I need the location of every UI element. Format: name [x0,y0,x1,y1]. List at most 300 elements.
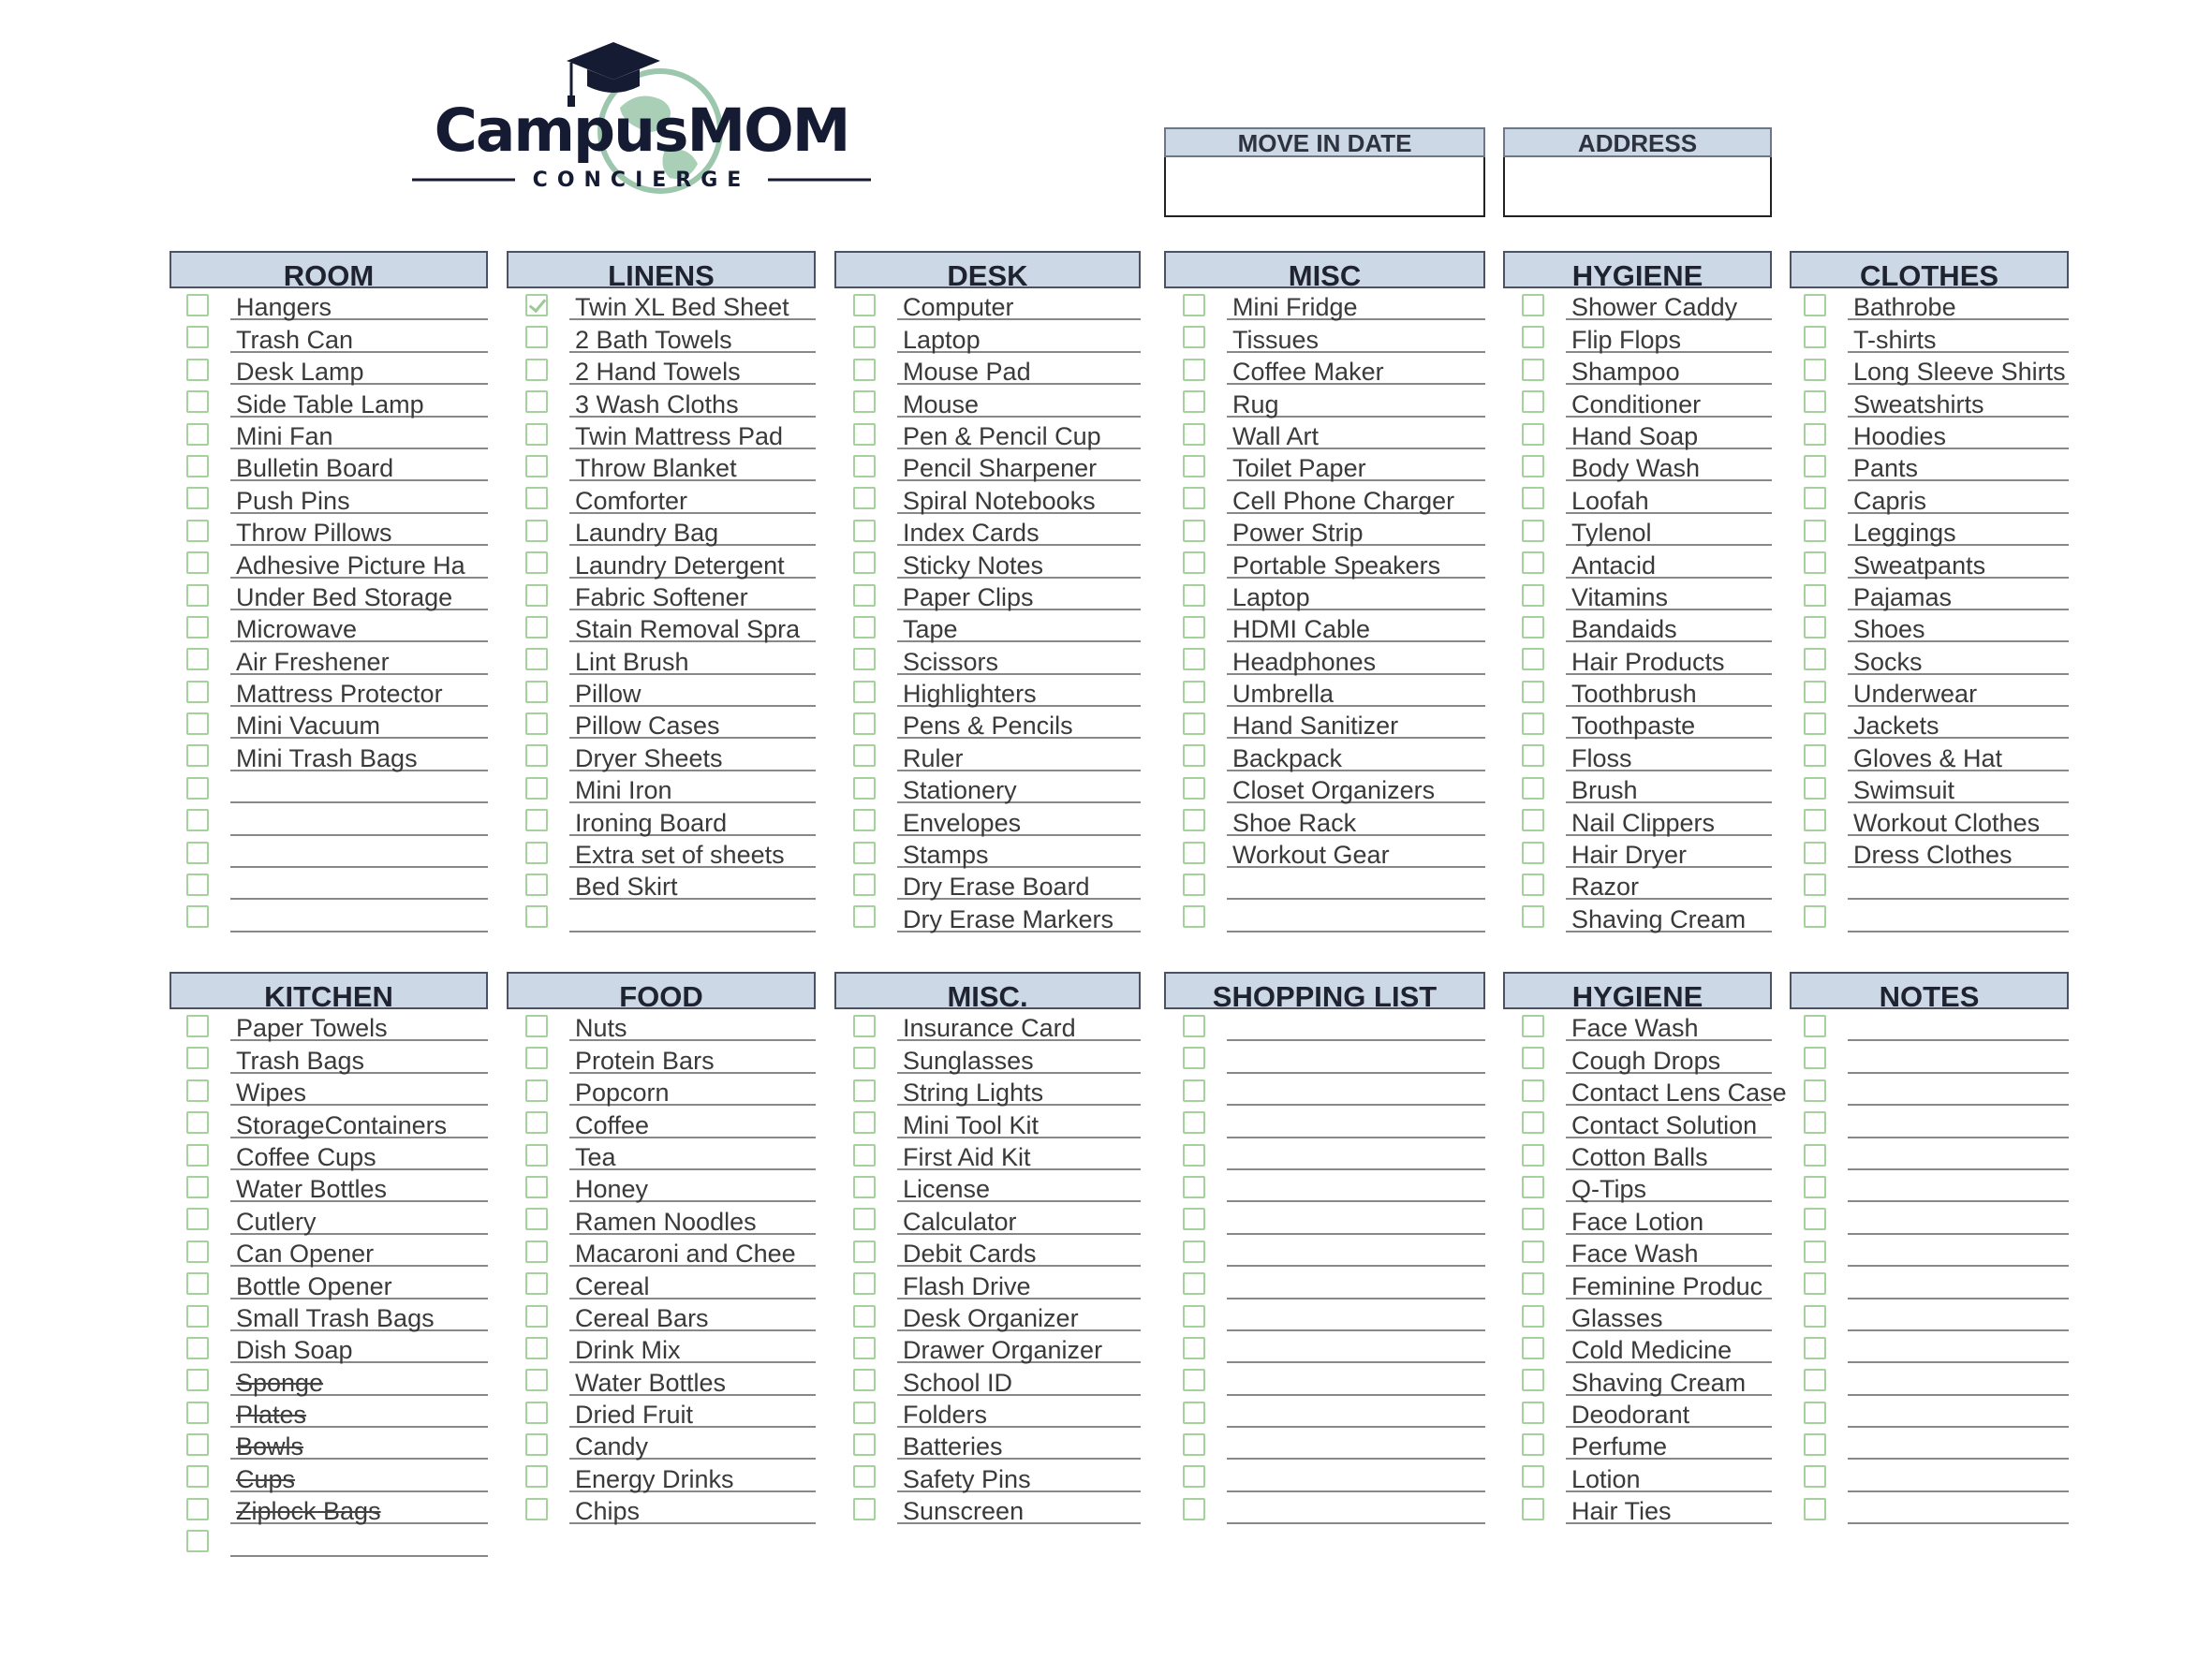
checkbox[interactable] [1183,842,1205,864]
item-label[interactable] [1848,1365,2069,1396]
checkbox[interactable] [525,455,548,477]
checkbox[interactable] [1804,905,1826,928]
item-label: Water Bottles [569,1365,816,1396]
checkbox[interactable] [1183,1305,1205,1328]
checkbox[interactable] [1522,487,1544,509]
checkbox[interactable] [1183,1369,1205,1391]
checkbox[interactable] [853,616,876,639]
item-label: Mini Iron [569,772,816,803]
checkbox[interactable] [1522,1144,1544,1167]
checkbox[interactable] [186,455,209,477]
checkbox[interactable] [1522,584,1544,607]
checkbox[interactable] [1183,390,1205,413]
checkbox[interactable] [853,359,876,381]
list-item [170,1106,488,1138]
item-label[interactable] [230,869,488,900]
checkbox[interactable] [853,390,876,413]
checkbox[interactable] [853,455,876,477]
checkbox[interactable] [1804,551,1826,574]
item-label[interactable] [1227,869,1485,900]
item-label: Bathrobe [1848,289,2069,320]
checkbox[interactable] [525,1176,548,1198]
checkbox[interactable] [525,1369,548,1391]
checkbox[interactable] [1183,712,1205,735]
checkbox[interactable] [1522,1176,1544,1198]
checkbox[interactable] [1183,1015,1205,1037]
checkbox[interactable] [1183,423,1205,446]
list-item [1790,1138,2069,1170]
item-label[interactable] [1848,1269,2069,1299]
checkbox[interactable] [1804,1369,1826,1391]
checkbox[interactable] [186,616,209,639]
checkbox[interactable] [853,584,876,607]
checkbox[interactable] [1522,551,1544,574]
item-label[interactable] [230,1526,488,1557]
checkbox[interactable] [1804,1498,1826,1520]
checkbox[interactable] [186,1337,209,1359]
item-label: Adhesive Picture Ha [230,548,488,579]
checkbox[interactable] [1804,520,1826,542]
checkbox[interactable] [853,551,876,574]
item-label[interactable] [1848,1332,2069,1363]
checkbox[interactable] [186,487,209,509]
checkbox[interactable] [1522,1272,1544,1295]
checkbox[interactable] [525,616,548,639]
item-label[interactable] [1848,1236,2069,1267]
list-item [834,320,1141,352]
checkbox[interactable] [1522,874,1544,896]
checkbox[interactable] [1183,1047,1205,1069]
checkbox[interactable] [1183,1144,1205,1167]
checkbox[interactable] [853,648,876,670]
checkbox[interactable] [1804,455,1826,477]
checkbox[interactable] [186,1305,209,1328]
checkbox[interactable] [525,1272,548,1295]
list-item [1164,900,1485,932]
checkbox[interactable] [186,712,209,735]
list-item [1503,288,1772,320]
checkbox[interactable] [1522,1369,1544,1391]
item-label[interactable] [1848,1300,2069,1331]
checkbox[interactable] [1804,1337,1826,1359]
item-label: Bed Skirt [569,869,816,900]
item-label[interactable] [1227,1429,1485,1460]
list-item [1503,771,1772,803]
item-label[interactable] [1227,902,1485,932]
checkbox[interactable] [186,1079,209,1102]
checkbox[interactable] [1183,648,1205,670]
checkbox[interactable] [186,423,209,446]
checkbox[interactable] [1183,584,1205,607]
checkbox[interactable] [1183,1079,1205,1102]
checkbox[interactable] [1522,1241,1544,1263]
checkbox[interactable] [853,842,876,864]
checkbox[interactable] [853,423,876,446]
checkbox[interactable] [1804,681,1826,703]
item-label: Laundry Bag [569,515,816,546]
item-label[interactable] [1227,1269,1485,1299]
checkbox[interactable] [853,681,876,703]
checkbox[interactable] [1183,326,1205,348]
checkbox[interactable] [186,744,209,767]
checkbox[interactable] [525,1208,548,1230]
checkbox[interactable] [853,777,876,800]
list-item [1790,1009,2069,1041]
checkbox[interactable] [1522,777,1544,800]
checkbox[interactable] [853,874,876,896]
checkbox[interactable] [186,584,209,607]
checkbox[interactable] [525,1015,548,1037]
checkbox[interactable] [1183,1465,1205,1488]
checkbox[interactable] [853,487,876,509]
checkbox[interactable] [186,1176,209,1198]
checkbox[interactable] [186,1144,209,1167]
checkbox[interactable] [1522,359,1544,381]
checkbox[interactable] [853,520,876,542]
checkbox[interactable] [1804,584,1826,607]
checkbox[interactable] [1183,744,1205,767]
checkbox[interactable] [853,326,876,348]
checkbox[interactable] [525,1433,548,1456]
item-label[interactable] [1227,1171,1485,1202]
checkbox[interactable] [525,487,548,509]
checkbox[interactable] [1522,809,1544,831]
checkbox[interactable] [1183,905,1205,928]
checkbox[interactable] [1183,1176,1205,1198]
checkbox[interactable] [1804,423,1826,446]
checkbox[interactable] [186,390,209,413]
checkbox[interactable] [1804,1079,1826,1102]
item-label[interactable] [1848,1108,2069,1138]
list-item [1790,385,2069,417]
checkbox[interactable] [525,842,548,864]
checkbox[interactable] [186,1208,209,1230]
checkbox[interactable] [853,809,876,831]
checkbox[interactable] [525,423,548,446]
checkbox[interactable] [1522,905,1544,928]
checkbox[interactable] [525,905,548,928]
item-label[interactable] [1848,1204,2069,1235]
checkbox[interactable] [853,744,876,767]
checkbox[interactable] [1183,1241,1205,1263]
list-item [1164,642,1485,674]
item-label[interactable] [230,902,488,932]
checkbox[interactable] [1183,874,1205,896]
checkbox[interactable] [186,1465,209,1488]
checkbox[interactable] [1183,359,1205,381]
checkbox[interactable] [1804,712,1826,735]
checkbox[interactable] [853,1369,876,1391]
checkbox[interactable] [853,1144,876,1167]
checkbox[interactable] [1183,1111,1205,1134]
item-label[interactable] [1227,1204,1485,1235]
checkbox[interactable] [186,809,209,831]
checkbox[interactable] [525,520,548,542]
item-label: Lint Brush [569,644,816,675]
checkbox[interactable] [1183,809,1205,831]
item-label[interactable] [1848,902,2069,932]
checkbox[interactable] [186,1047,209,1069]
list-item [1164,288,1485,320]
checkbox[interactable] [1522,648,1544,670]
checkbox[interactable] [186,1530,209,1552]
checkbox[interactable] [1522,712,1544,735]
checkbox[interactable] [1804,294,1826,316]
checkbox[interactable] [186,294,209,316]
item-label: Extra set of sheets [569,837,816,868]
checkbox[interactable] [186,1369,209,1391]
item-label[interactable] [1227,1493,1485,1524]
checkbox[interactable] [186,874,209,896]
item-label[interactable] [1227,1461,1485,1492]
checkbox[interactable] [525,1305,548,1328]
item-label[interactable] [1848,1075,2069,1106]
checkbox[interactable] [1804,1272,1826,1295]
checkbox[interactable] [1522,1433,1544,1456]
checkbox[interactable] [186,777,209,800]
checkbox[interactable] [186,681,209,703]
list-item [1790,1396,2069,1428]
list-item [507,900,816,932]
checkbox[interactable] [853,1337,876,1359]
list-item [507,1460,816,1491]
checkbox[interactable] [1804,744,1826,767]
checkbox[interactable] [1183,1402,1205,1424]
checkbox[interactable] [1522,1305,1544,1328]
checkbox[interactable] [525,1465,548,1488]
item-label[interactable] [1227,1010,1485,1041]
address-field[interactable] [1503,157,1772,217]
checkbox[interactable] [525,874,548,896]
checkbox[interactable] [186,905,209,928]
checkbox[interactable] [1522,1015,1544,1037]
checkbox[interactable] [1804,1465,1826,1488]
checkbox[interactable] [1522,326,1544,348]
item-label[interactable] [1848,869,2069,900]
item-label[interactable] [230,837,488,868]
checkbox[interactable] [853,1241,876,1263]
item-label: Chips [569,1493,816,1524]
checkbox[interactable] [1183,520,1205,542]
checkbox[interactable] [1522,294,1544,316]
checkbox[interactable] [1804,390,1826,413]
checkbox[interactable] [1522,681,1544,703]
list-item [834,1074,1141,1106]
item-label[interactable] [1227,1075,1485,1106]
checkbox[interactable] [1522,616,1544,639]
item-label[interactable] [1227,1139,1485,1170]
checkbox[interactable] [1804,359,1826,381]
list-item [170,449,488,481]
item-label[interactable] [1227,1043,1485,1074]
checkbox[interactable] [853,1433,876,1456]
checkbox[interactable] [525,809,548,831]
checkbox[interactable] [853,1079,876,1102]
item-label: Headphones [1227,644,1485,675]
checkbox[interactable] [525,1498,548,1520]
checkbox[interactable] [525,681,548,703]
item-label[interactable] [569,902,816,932]
checkbox[interactable] [1183,616,1205,639]
checkbox[interactable] [1183,1208,1205,1230]
checkbox[interactable] [186,359,209,381]
checkbox[interactable] [853,1402,876,1424]
item-label[interactable] [1848,1493,2069,1524]
checkbox[interactable] [186,1498,209,1520]
item-label[interactable] [1848,1429,2069,1460]
checkbox[interactable] [1183,681,1205,703]
checkbox[interactable] [1804,1111,1826,1134]
checkbox[interactable] [1522,1402,1544,1424]
checkbox[interactable] [853,1498,876,1520]
checkbox[interactable] [186,842,209,864]
checkbox[interactable] [525,777,548,800]
checkbox[interactable] [186,648,209,670]
checkbox[interactable] [525,1111,548,1134]
checkbox[interactable] [853,1305,876,1328]
item-label[interactable] [1848,1397,2069,1428]
checkbox[interactable] [1804,487,1826,509]
checkbox[interactable] [1804,874,1826,896]
checkbox[interactable] [853,905,876,928]
list-item [1790,610,2069,642]
checkbox[interactable] [1522,1337,1544,1359]
checkbox[interactable] [186,1111,209,1134]
checkbox[interactable] [1522,1498,1544,1520]
item-label[interactable] [1227,1365,1485,1396]
item-label: Folders [897,1397,1141,1428]
checkbox[interactable] [853,1015,876,1037]
item-label[interactable] [1227,1108,1485,1138]
checkbox[interactable] [1804,326,1826,348]
checkbox[interactable] [1804,1305,1826,1328]
checkbox[interactable] [1804,1433,1826,1456]
checkbox[interactable] [1804,1047,1826,1069]
checkbox[interactable] [525,359,548,381]
checkbox[interactable] [525,390,548,413]
item-label[interactable] [1227,1300,1485,1331]
checkbox[interactable] [1522,842,1544,864]
item-label: Sunglasses [897,1043,1141,1074]
checkbox[interactable] [1522,455,1544,477]
checkbox[interactable] [853,1272,876,1295]
checkbox[interactable] [1804,842,1826,864]
item-label[interactable] [230,772,488,803]
checkbox[interactable] [853,1176,876,1198]
checkbox[interactable] [186,1241,209,1263]
list-item [507,546,816,578]
checkbox[interactable] [186,1402,209,1424]
checkbox[interactable] [1804,1402,1826,1424]
checkbox[interactable] [525,744,548,767]
checkbox[interactable] [1522,1079,1544,1102]
checkbox[interactable] [186,326,209,348]
checkbox[interactable] [525,551,548,574]
checkbox[interactable] [1804,648,1826,670]
checkbox[interactable] [1804,1241,1826,1263]
section-notes [1790,972,2069,1524]
checkbox[interactable] [525,712,548,735]
item-label: Sunscreen [897,1493,1141,1524]
item-label[interactable] [230,805,488,836]
move-in-date-field[interactable] [1164,157,1485,217]
checkbox[interactable] [1804,1176,1826,1198]
checkbox[interactable] [853,1047,876,1069]
checkbox[interactable] [1522,390,1544,413]
checkbox[interactable] [525,1241,548,1263]
checkbox[interactable] [1183,294,1205,316]
checkbox[interactable] [525,294,548,316]
item-label[interactable] [1848,1043,2069,1074]
checkbox[interactable] [525,1402,548,1424]
checkbox[interactable] [853,1208,876,1230]
checkbox[interactable] [525,1079,548,1102]
item-label: Plates [230,1397,488,1428]
checkbox[interactable] [1183,1498,1205,1520]
checkbox[interactable] [1522,1208,1544,1230]
checkbox[interactable] [1183,1433,1205,1456]
checkbox[interactable] [1804,1015,1826,1037]
item-label: Body Wash [1566,450,1772,481]
checkbox[interactable] [525,584,548,607]
item-label: Sweatpants [1848,548,2069,579]
item-label[interactable] [1848,1171,2069,1202]
checkbox[interactable] [1183,777,1205,800]
checkbox[interactable] [1183,551,1205,574]
checkbox[interactable] [1804,616,1826,639]
item-label[interactable] [1848,1139,2069,1170]
checkbox[interactable] [186,1015,209,1037]
checkbox[interactable] [525,1144,548,1167]
checkbox[interactable] [525,1047,548,1069]
checkbox[interactable] [853,1465,876,1488]
list-item [507,610,816,642]
item-label[interactable] [1227,1332,1485,1363]
checkbox[interactable] [1522,423,1544,446]
checkbox[interactable] [1522,1465,1544,1488]
checkbox[interactable] [525,1337,548,1359]
checkbox[interactable] [853,1111,876,1134]
item-label[interactable] [1227,1397,1485,1428]
checkbox[interactable] [1183,1272,1205,1295]
checkbox[interactable] [1804,1208,1826,1230]
list-item [834,771,1141,803]
checkbox[interactable] [1522,520,1544,542]
checkbox[interactable] [186,1433,209,1456]
checkbox[interactable] [186,1272,209,1295]
checkbox[interactable] [1183,1337,1205,1359]
checkbox[interactable] [1804,777,1826,800]
checkbox[interactable] [186,520,209,542]
checkbox[interactable] [1804,1144,1826,1167]
item-label[interactable] [1848,1461,2069,1492]
checkbox[interactable] [1183,487,1205,509]
item-label: Throw Pillows [230,515,488,546]
checkbox[interactable] [525,648,548,670]
item-label[interactable] [1227,1236,1485,1267]
checkbox[interactable] [1804,809,1826,831]
checkbox[interactable] [1522,1111,1544,1134]
checkbox[interactable] [1183,455,1205,477]
item-label: Dress Clothes [1848,837,2069,868]
checkbox[interactable] [853,294,876,316]
item-label[interactable] [1848,1010,2069,1041]
checkbox[interactable] [1522,744,1544,767]
checkbox[interactable] [186,551,209,574]
checkbox[interactable] [1522,1047,1544,1069]
checkbox[interactable] [853,712,876,735]
checkbox[interactable] [525,326,548,348]
